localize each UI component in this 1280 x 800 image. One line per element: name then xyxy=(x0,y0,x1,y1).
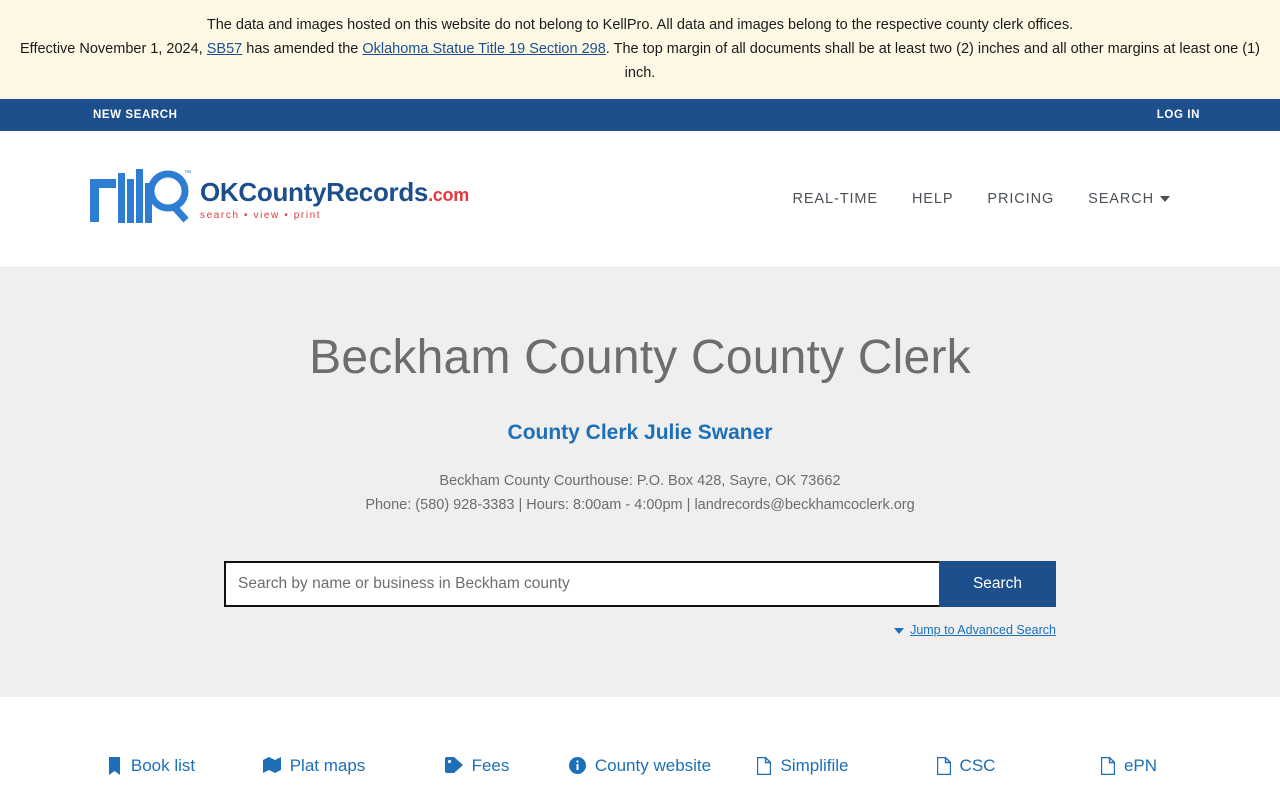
sb57-link[interactable]: SB57 xyxy=(206,41,243,57)
quick-link-label: Simplifile xyxy=(780,756,849,775)
nav-item-search-label: SEARCH xyxy=(1088,191,1154,207)
nav-item-search[interactable] xyxy=(1088,191,1170,207)
county-contact-block xyxy=(0,469,1280,517)
document-icon xyxy=(757,757,771,775)
site-logo[interactable] xyxy=(88,163,469,235)
quick-link-label: ePN xyxy=(1123,756,1158,775)
nav-item-real-time[interactable]: REAL-TIME xyxy=(792,191,878,207)
search-input[interactable] xyxy=(224,561,939,607)
county-contact-line: Phone: (580) 928-3383 | Hours: 8:00am - 4:00pm | landrecords@beckhamcoclerk.org xyxy=(365,497,915,513)
info-icon xyxy=(569,757,586,774)
advanced-search-row xyxy=(224,623,1056,637)
search-button[interactable]: Search xyxy=(939,561,1056,607)
notice-line-1 xyxy=(20,13,1260,37)
quick-link-fees[interactable] xyxy=(396,755,559,776)
new-search-link[interactable]: NEW SEARCH xyxy=(93,109,178,121)
caret-down-icon xyxy=(894,628,904,634)
quick-link-label: CSC xyxy=(959,756,996,775)
quick-link-epn[interactable] xyxy=(1048,755,1211,776)
chevron-down-icon xyxy=(1160,196,1170,202)
search-bar xyxy=(224,561,1056,607)
notice-line-2-suffix: . The top margin of all documents shall be at least two (2) inches and all other margins at least one (1) inch. xyxy=(605,41,1260,81)
quick-link-label: Book list xyxy=(130,756,196,775)
notice-line-2-mid: has amended the xyxy=(242,41,363,57)
document-icon xyxy=(937,757,951,775)
county-clerk-name: County Clerk Julie Swaner xyxy=(507,421,773,444)
map-icon xyxy=(263,757,281,773)
logo-title-rest: CountyRecords xyxy=(238,177,429,207)
logo-tagline: search • view • print xyxy=(200,210,322,221)
tag-icon xyxy=(445,757,463,773)
quick-link-csc[interactable] xyxy=(885,755,1048,776)
log-in-link[interactable]: LOG IN xyxy=(1156,109,1200,121)
county-address: Beckham County Courthouse: P.O. Box 428, Sayre, OK 73662 xyxy=(439,473,841,489)
quick-link-simplifile[interactable] xyxy=(722,755,885,776)
jump-to-advanced-search-link[interactable]: Jump to Advanced Search xyxy=(910,623,1056,637)
book-icon xyxy=(107,757,122,775)
page-title: Beckham County County Clerk xyxy=(309,331,971,384)
notice-line-2-prefix: Effective November 1, 2024, xyxy=(20,41,207,57)
notice-line-1-text: The data and images hosted on this website do not belong to KellPro. All data and images belong to the respective county clerk offices. xyxy=(206,17,1074,33)
quick-link-label: Fees xyxy=(471,756,510,775)
quick-links-strip xyxy=(0,697,1280,776)
notice-line-2 xyxy=(20,37,1260,85)
main-navigation xyxy=(792,191,1170,207)
svg-text:™: ™ xyxy=(184,170,191,177)
quick-link-plat-maps[interactable] xyxy=(233,755,396,776)
oklahoma-statute-link[interactable]: Oklahoma Statue Title 19 Section 298 xyxy=(362,41,606,57)
quick-link-label: Plat maps xyxy=(289,756,366,775)
logo-title-dotcom: .com xyxy=(428,185,469,205)
logo-mark-icon xyxy=(88,163,196,235)
logo-title xyxy=(200,177,469,208)
logo-wordmark xyxy=(200,177,469,221)
quick-link-county-website[interactable] xyxy=(559,755,722,776)
document-icon xyxy=(1101,757,1115,775)
quick-link-book-list[interactable] xyxy=(70,755,233,776)
site-header xyxy=(0,131,1280,268)
quick-link-label: County website xyxy=(594,756,712,775)
hero-section xyxy=(0,268,1280,697)
site-notice-banner xyxy=(0,0,1280,99)
nav-item-help[interactable]: HELP xyxy=(911,191,954,207)
utility-navbar xyxy=(0,99,1280,131)
logo-title-ok: OK xyxy=(200,177,239,207)
nav-item-pricing[interactable]: PRICING xyxy=(987,191,1055,207)
